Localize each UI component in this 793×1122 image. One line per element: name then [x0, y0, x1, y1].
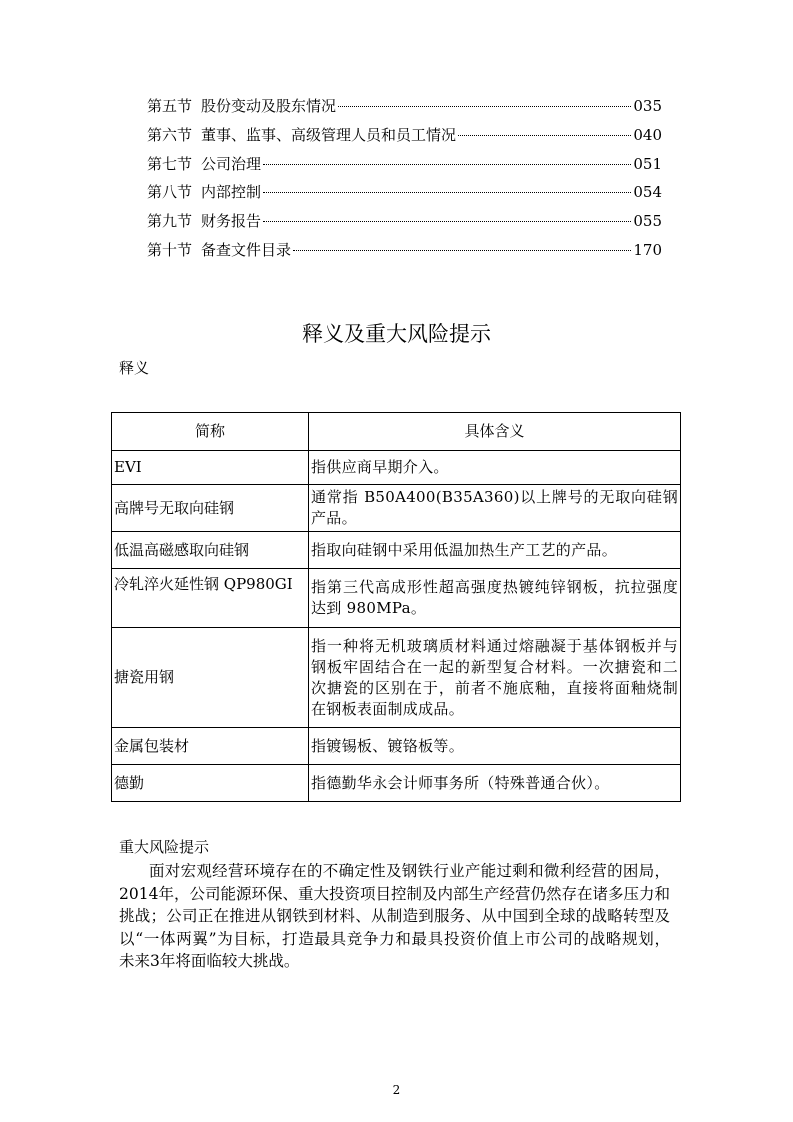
risk-paragraph: [119, 860, 670, 973]
toc-entry[interactable]: [147, 210, 662, 239]
toc-entry[interactable]: [147, 181, 662, 210]
toc-title: 公司治理: [201, 154, 262, 173]
term-cell: 德勤: [112, 765, 309, 802]
toc-page: 054: [633, 183, 662, 202]
paragraph-line: 挑战；公司正在推进从钢铁到材料、从制造到服务、从中国到全球的战略转型及: [119, 907, 670, 925]
table-row: [112, 451, 681, 485]
page-number: 2: [392, 1083, 401, 1097]
toc-section: 第五节: [147, 97, 193, 115]
toc-entry[interactable]: [147, 95, 662, 124]
definitions-label: 释义: [119, 359, 150, 377]
meaning-cell: 指一种将无机玻璃质材料通过熔融凝于基体钢板并与钢板牢固结合在一起的新型复合材料。一次搪瓷和二次搪瓷的区别在于，前者不施底釉，直接将面釉烧制在钢板表面制成成品。: [309, 628, 681, 728]
paragraph-line: 未来3年将面临较大挑战。: [119, 952, 300, 970]
toc-entry[interactable]: [147, 153, 662, 182]
term-cell: 金属包装材: [112, 728, 309, 765]
toc-section: 第九节: [147, 212, 193, 231]
term-cell: EVI: [112, 451, 309, 485]
table-row: [112, 569, 681, 628]
toc-section: 第七节: [147, 154, 193, 173]
column-header-meaning: 具体含义: [309, 413, 681, 451]
toc-leader: [263, 192, 631, 193]
term-cell: 高牌号无取向硅钢: [112, 485, 309, 532]
paragraph-line: 面对宏观经营环境存在的不确定性及钢铁行业产能过剩和微利经营的困局，: [149, 862, 670, 880]
meaning-cell: 指德勤华永会计师事务所（特殊普通合伙）。: [309, 765, 681, 802]
toc-leader: [263, 221, 631, 222]
toc-section: 第六节: [147, 125, 193, 144]
meaning-cell: 指第三代高成形性超高强度热镀纯锌钢板，抗拉强度达到 980MPa。: [309, 569, 681, 628]
toc-leader: [293, 250, 631, 251]
section-heading: 释义及重大风险提示: [302, 322, 491, 346]
meaning-cell: 指镀锡板、镀铬板等。: [309, 728, 681, 765]
meaning-cell: 指供应商早期介入。: [309, 451, 681, 485]
column-header-term: 简称: [112, 413, 309, 451]
toc-section: 第十节: [147, 240, 193, 259]
term-cell: 低温高磁感取向硅钢: [112, 532, 309, 569]
toc-leader: [263, 164, 631, 165]
table-row: [112, 765, 681, 802]
paragraph-line: 2014年，公司能源环保、重大投资项目控制及内部生产经营仍然存在诸多压力和: [119, 884, 670, 903]
paragraph-line: 以“一体两翼”为目标，打造最具竞争力和最具投资价值上市公司的战略规划，: [119, 929, 670, 948]
toc-page: 040: [633, 125, 662, 144]
toc-leader: [338, 106, 631, 107]
toc-title: 财务报告: [201, 212, 262, 231]
toc-page: 055: [633, 212, 662, 231]
toc-title: 备查文件目录: [201, 240, 292, 259]
table-row: [112, 485, 681, 532]
toc-entry[interactable]: [147, 124, 662, 153]
definitions-table: [111, 412, 681, 802]
toc-section: 第八节: [147, 183, 193, 202]
meaning-cell: 通常指 B50A400(B35A360)以上牌号的无取向硅钢产品。: [309, 485, 681, 532]
term-cell: 冷轧淬火延性钢 QP980GI: [112, 569, 309, 628]
toc-leader: [458, 135, 631, 136]
table-of-contents: [147, 95, 662, 268]
toc-title: 股份变动及股东情况: [201, 97, 337, 115]
table-row: [112, 628, 681, 728]
toc-page: 051: [633, 154, 662, 173]
toc-page: 035: [633, 97, 662, 115]
term-cell: 搪瓷用钢: [112, 628, 309, 728]
table-row: [112, 728, 681, 765]
toc-title: 内部控制: [201, 183, 262, 202]
toc-title: 董事、监事、高级管理人员和员工情况: [201, 125, 457, 144]
risk-heading: 重大风险提示: [119, 838, 210, 856]
meaning-cell: 指取向硅钢中采用低温加热生产工艺的产品。: [309, 532, 681, 569]
toc-page: 170: [633, 240, 662, 259]
table-header-row: [112, 413, 681, 451]
toc-entry[interactable]: [147, 239, 662, 268]
table-row: [112, 532, 681, 569]
